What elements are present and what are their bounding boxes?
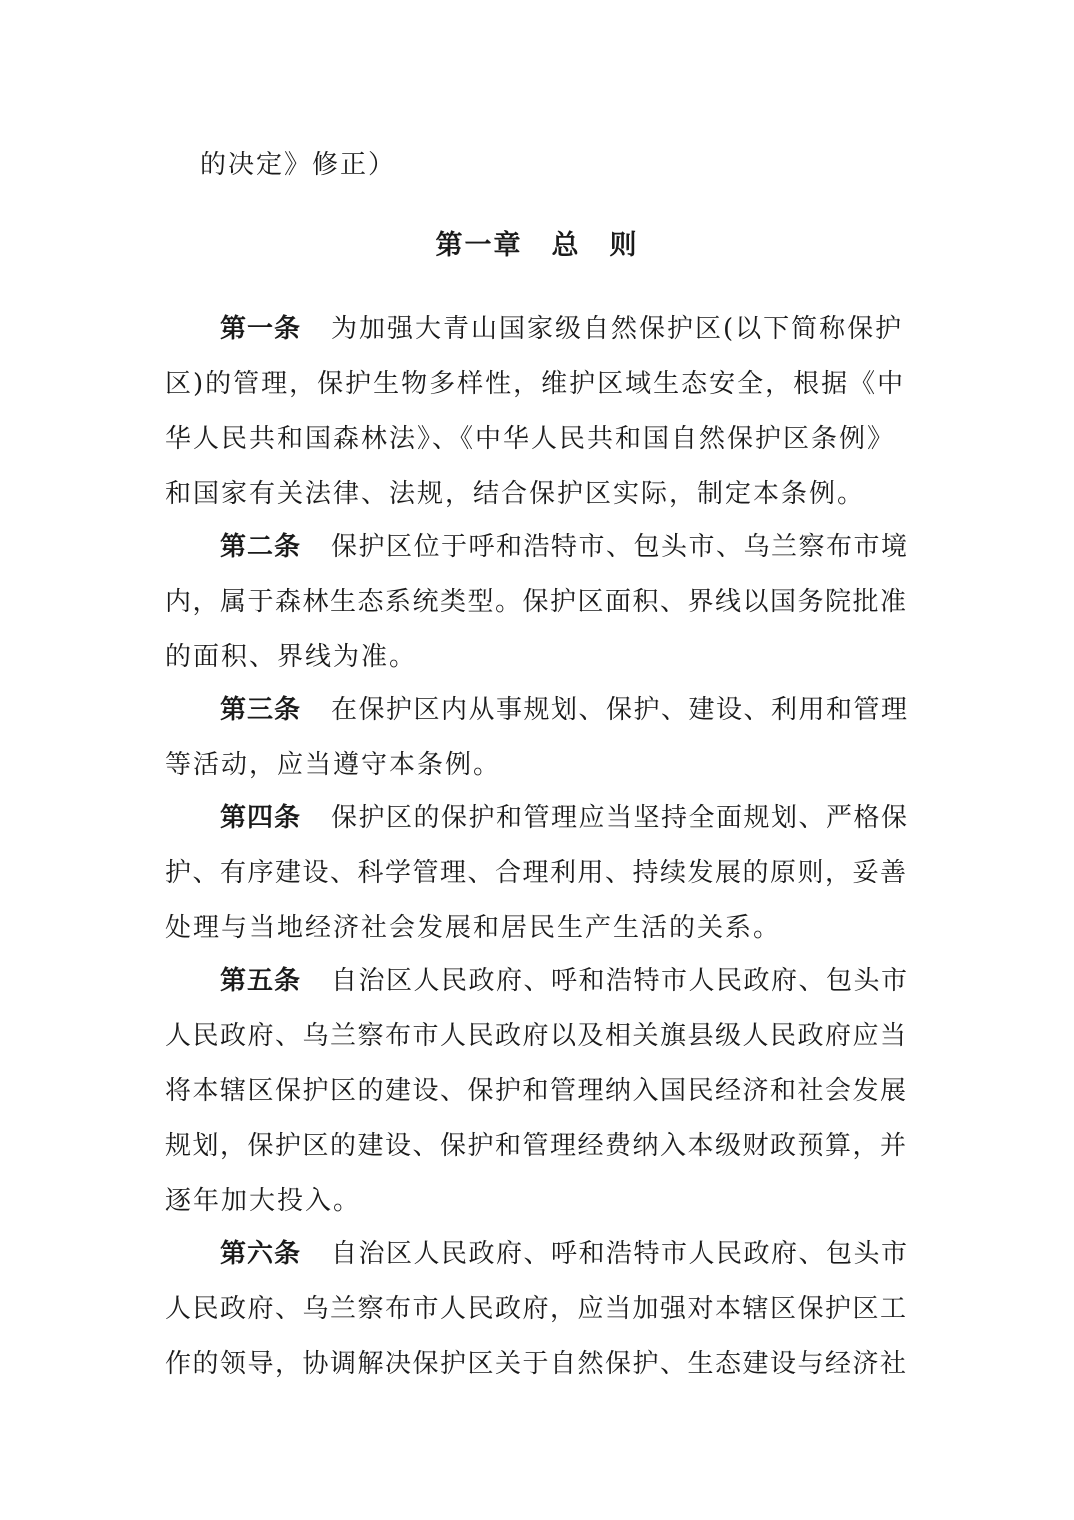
article-line: 的面积、界线为准。 [165,642,418,672]
article-line: 将本辖区保护区的建设、保护和管理纳入国民经济和社会发展 [165,1076,908,1106]
article-text: 自治区人民政府、呼和浩特市人民政府、包头市 [331,966,909,996]
article-first-line [220,1237,915,1271]
article-text: 为加强大青山国家级自然保护区(以下简称保护 [331,314,904,344]
carryover-line: 的决定》修正） [200,150,397,180]
article-line: 人民政府、乌兰察布市人民政府，应当加强对本辖区保护区工 [165,1294,908,1324]
article-number: 第三条 [220,695,302,725]
article-line: 等活动，应当遵守本条例。 [165,750,502,780]
article-number: 第一条 [220,314,302,344]
article-line: 区)的管理，保护生物多样性，维护区域生态安全，根据《中 [165,369,906,399]
article-first-line [220,693,915,727]
article-line: 人民政府、乌兰察布市人民政府以及相关旗县级人民政府应当 [165,1021,908,1051]
article-line: 和国家有关法律、法规，结合保护区实际，制定本条例。 [165,479,866,509]
article-text: 自治区人民政府、呼和浩特市人民政府、包头市 [331,1239,909,1269]
article-line: 作的领导，协调解决保护区关于自然保护、生态建设与经济社 [165,1349,908,1379]
article-first-line [220,801,915,835]
article-line: 逐年加大投入。 [165,1186,362,1216]
article-number: 第六条 [220,1239,302,1269]
article-number: 第二条 [220,532,302,562]
article-first-line [220,530,915,564]
article-line: 处理与当地经济社会发展和居民生产生活的关系。 [165,913,782,943]
article-line: 华人民共和国森林法》、《中华人民共和国自然保护区条例》 [165,424,896,454]
article-number: 第四条 [220,803,302,833]
article-first-line [220,964,915,998]
article-first-line [220,312,915,346]
article-line: 规划，保护区的建设、保护和管理经费纳入本级财政预算，并 [165,1131,908,1161]
article-number: 第五条 [220,966,302,996]
chapter-title: 第一章 总 则 [435,230,639,261]
article-text: 保护区的保护和管理应当坚持全面规划、严格保 [331,803,909,833]
article-text: 保护区位于呼和浩特市、包头市、乌兰察布市境 [331,532,909,562]
article-text: 在保护区内从事规划、保护、建设、利用和管理 [331,695,909,725]
article-line: 内，属于森林生态系统类型。保护区面积、界线以国务院批准 [165,587,908,617]
article-line: 护、有序建设、科学管理、合理利用、持续发展的原则，妥善 [165,858,908,888]
